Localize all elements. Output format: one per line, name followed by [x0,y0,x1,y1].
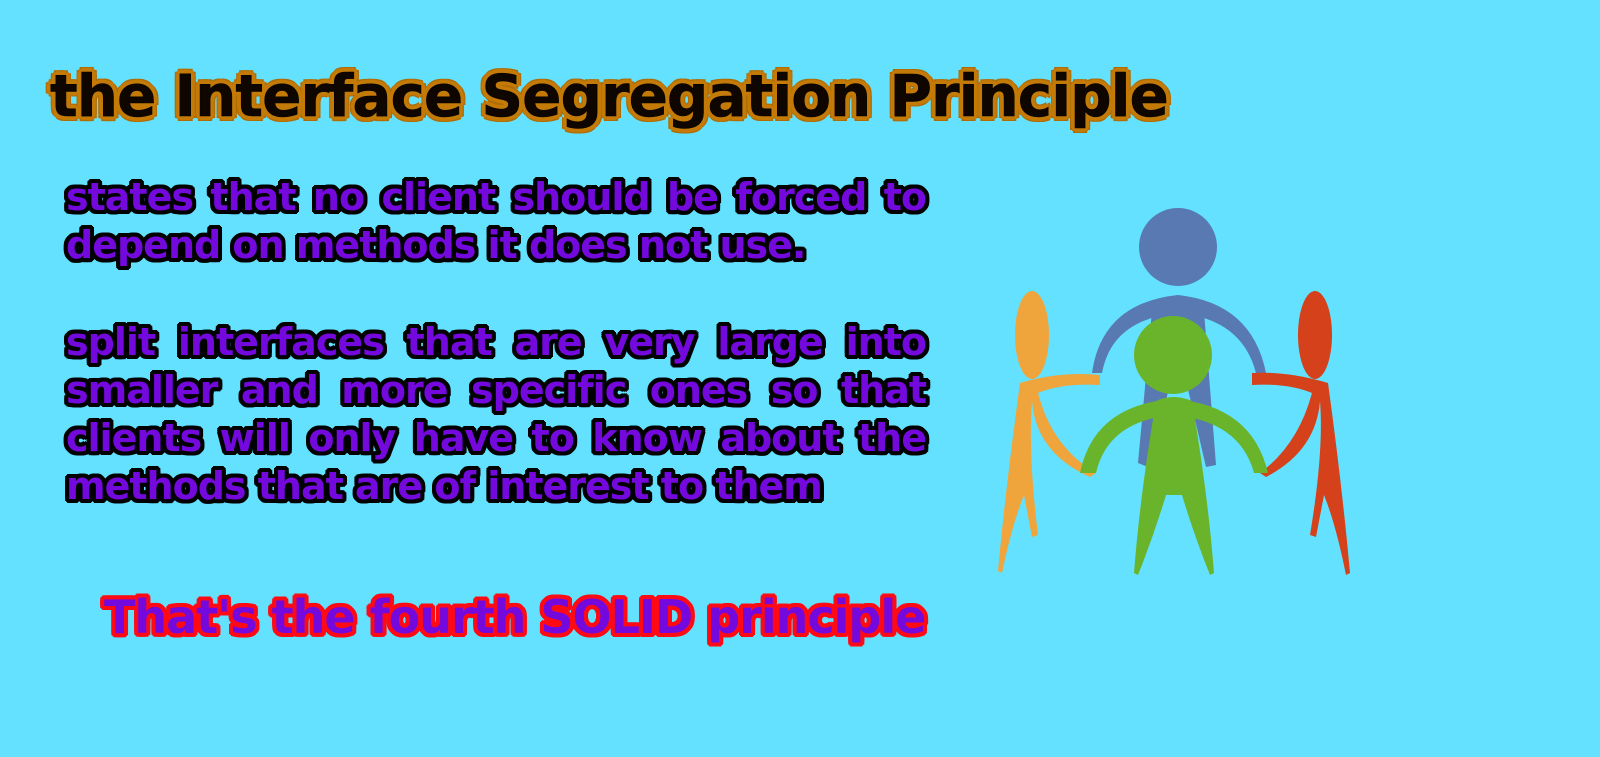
orange-figure [998,291,1100,573]
green-figure-head [1134,316,1212,394]
explanation-paragraph: split interfaces that are very large into smaller and more specific ones so that clients will only have to know about the methods that are of interest to them [66,320,926,508]
slide-title: the Interface Segregation Principle [50,62,1168,130]
orange-figure-body [998,374,1100,573]
orange-figure-head [1015,291,1049,379]
definition-paragraph: states that no client should be forced to depend on methods it does not use. [66,175,926,267]
red-figure [1252,291,1350,575]
blue-figure-head [1139,208,1217,286]
red-figure-head [1298,291,1332,379]
red-figure-body [1252,373,1350,575]
green-figure [1080,316,1268,575]
closing-statement: That's the fourth SOLID principle [104,590,926,644]
people-holding-hands-icon [990,195,1370,585]
